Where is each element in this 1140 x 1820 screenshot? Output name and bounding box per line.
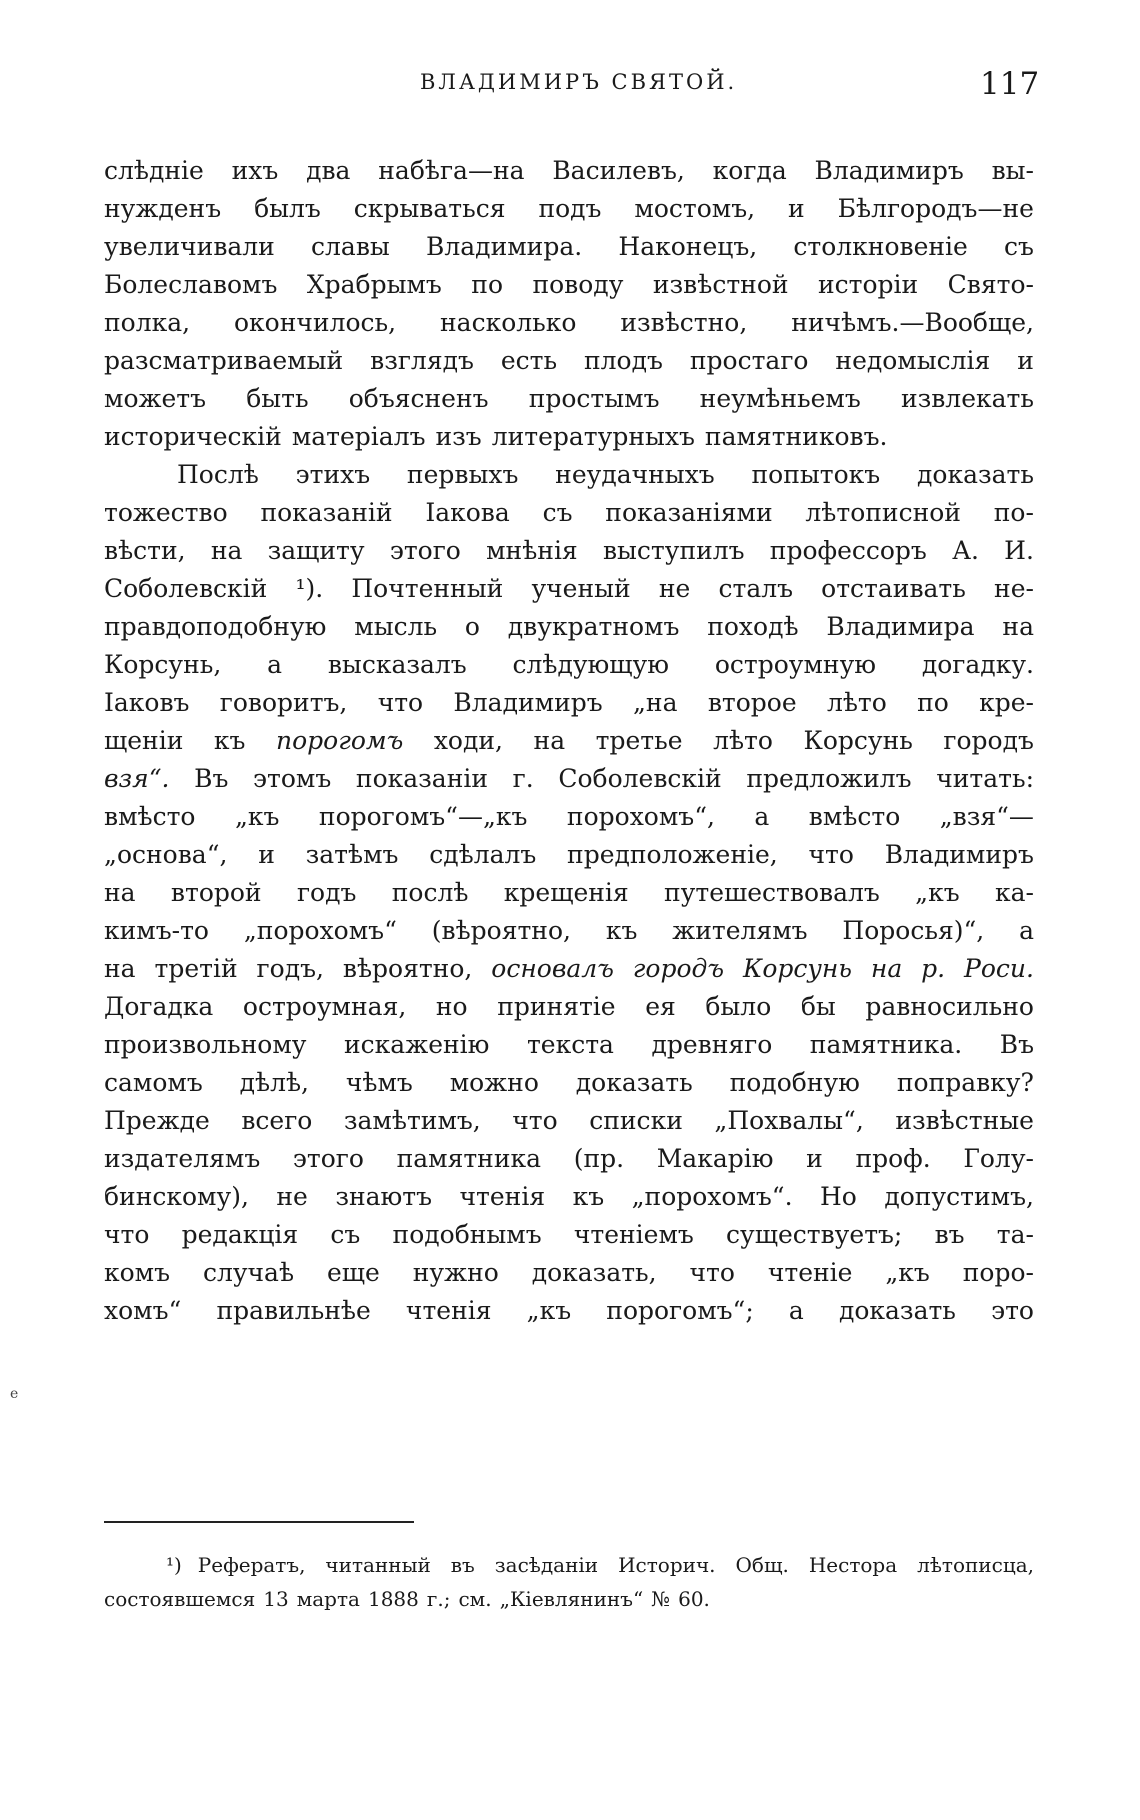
footnote-word: см. bbox=[458, 1587, 492, 1611]
word: полка, bbox=[104, 308, 191, 337]
word: Макарію bbox=[656, 1144, 774, 1173]
word: редакція bbox=[181, 1220, 299, 1249]
word: второй bbox=[170, 878, 262, 907]
word: Корсунь, bbox=[104, 650, 222, 679]
word: походѣ bbox=[707, 612, 799, 641]
word: мнѣнія bbox=[486, 536, 578, 565]
word: но bbox=[435, 992, 468, 1021]
word: сдѣлалъ bbox=[429, 840, 537, 869]
word: Наконецъ, bbox=[618, 232, 758, 261]
word: р. bbox=[921, 954, 946, 983]
word: Свято- bbox=[947, 270, 1034, 299]
text-line bbox=[104, 1102, 1034, 1140]
word: Догадка bbox=[104, 992, 214, 1021]
word: къ bbox=[605, 916, 638, 945]
word: Корсунь bbox=[742, 954, 852, 983]
word: къ bbox=[213, 726, 246, 755]
word: плодъ bbox=[584, 346, 663, 375]
word: на bbox=[104, 954, 136, 983]
word: жителямъ bbox=[672, 916, 808, 945]
word: Владимира bbox=[826, 612, 975, 641]
word: мостомъ, bbox=[634, 194, 756, 223]
word: Владимира. bbox=[426, 232, 583, 261]
word: матеріалъ bbox=[291, 422, 426, 451]
word: Василевъ, bbox=[552, 156, 685, 185]
word: извѣстно, bbox=[620, 308, 748, 337]
word: профессоръ bbox=[769, 536, 927, 565]
word: доказать bbox=[575, 1068, 693, 1097]
footnote-word: 60. bbox=[678, 1587, 710, 1611]
word: чтенія bbox=[405, 1296, 492, 1325]
word: крещенія bbox=[503, 878, 629, 907]
word: чтенія bbox=[459, 1182, 546, 1211]
word: третій bbox=[154, 954, 238, 983]
word: разсматриваемый bbox=[104, 346, 344, 375]
word: можетъ bbox=[104, 384, 207, 413]
word: городъ bbox=[632, 954, 725, 983]
word: Болеславомъ bbox=[104, 270, 278, 299]
word: затѣмъ bbox=[305, 840, 399, 869]
text-line bbox=[104, 646, 1034, 684]
word: остроумную bbox=[714, 650, 877, 679]
footnote-word: марта bbox=[296, 1587, 360, 1611]
word: о bbox=[464, 612, 480, 641]
footnote-word: читанный bbox=[325, 1553, 431, 1577]
word: случаѣ bbox=[202, 1258, 295, 1287]
word: хомъ“ bbox=[104, 1296, 182, 1325]
word: поводу bbox=[532, 270, 624, 299]
word: неудачныхъ bbox=[555, 460, 715, 489]
text-line bbox=[104, 228, 1034, 266]
word: существуетъ; bbox=[726, 1220, 903, 1249]
word: литературныхъ bbox=[491, 422, 695, 451]
word: второе bbox=[707, 688, 797, 717]
word: къ bbox=[572, 1182, 605, 1211]
word: порогомъ“; bbox=[606, 1296, 754, 1325]
word: лѣто bbox=[826, 688, 887, 717]
word: подобную bbox=[729, 1068, 860, 1097]
footnote-line bbox=[104, 1582, 1034, 1616]
word: поро- bbox=[962, 1258, 1034, 1287]
word: слѣдующую bbox=[512, 650, 670, 679]
word: не- bbox=[994, 574, 1034, 603]
word: Соболевскій bbox=[104, 574, 268, 603]
word: лѣто bbox=[713, 726, 773, 755]
word: извѣстной bbox=[652, 270, 789, 299]
word: есть bbox=[500, 346, 558, 375]
word: еще bbox=[326, 1258, 380, 1287]
word: правильнѣе bbox=[216, 1296, 371, 1325]
word: основалъ bbox=[491, 954, 614, 983]
word: когда bbox=[712, 156, 787, 185]
word: на bbox=[210, 536, 243, 565]
word: вѣсти, bbox=[104, 536, 186, 565]
word: предложилъ bbox=[746, 764, 912, 793]
word: съ bbox=[1004, 232, 1034, 261]
word: издателямъ bbox=[104, 1144, 261, 1173]
word: Владимиръ bbox=[453, 688, 603, 717]
word: памятника. bbox=[809, 1030, 963, 1059]
text-line bbox=[104, 1026, 1034, 1064]
word: въ bbox=[934, 1220, 965, 1249]
word: доказать, bbox=[531, 1258, 657, 1287]
word: было bbox=[705, 992, 772, 1021]
margin-mark: e bbox=[10, 1386, 19, 1402]
word: Соболевскій bbox=[558, 764, 722, 793]
word: та- bbox=[996, 1220, 1034, 1249]
text-line bbox=[104, 722, 1034, 760]
text-line bbox=[104, 456, 1034, 494]
word: на bbox=[533, 726, 566, 755]
word: этихъ bbox=[295, 460, 371, 489]
word: столкновеніе bbox=[793, 232, 968, 261]
word: вмѣсто bbox=[104, 802, 196, 831]
word: „къ bbox=[234, 802, 280, 831]
footnote-word: № bbox=[651, 1587, 671, 1611]
word: чѣмъ bbox=[345, 1068, 413, 1097]
text-line bbox=[104, 380, 1034, 418]
word: знаютъ bbox=[335, 1182, 433, 1211]
text-line bbox=[104, 836, 1034, 874]
main-text bbox=[104, 152, 1034, 1330]
word: простаго bbox=[689, 346, 809, 375]
word: Поросья)“, bbox=[842, 916, 985, 945]
word: годъ, bbox=[256, 954, 324, 983]
text-line bbox=[104, 1254, 1034, 1292]
word: историческій bbox=[104, 422, 282, 451]
text-line bbox=[104, 608, 1034, 646]
word: двукратномъ bbox=[507, 612, 680, 641]
text-line bbox=[104, 988, 1034, 1026]
word: говоритъ, bbox=[219, 688, 348, 717]
word: исторіи bbox=[818, 270, 919, 299]
word: вѣроятно, bbox=[342, 954, 473, 983]
text-line bbox=[104, 190, 1034, 228]
word: Голу- bbox=[963, 1144, 1034, 1173]
word: (пр. bbox=[573, 1144, 625, 1173]
word: на bbox=[1002, 612, 1034, 641]
word: защиту bbox=[267, 536, 365, 565]
word: „порохомъ“. bbox=[631, 1182, 793, 1211]
word: „къ bbox=[526, 1296, 572, 1325]
word: чтеніе bbox=[767, 1258, 853, 1287]
word: подъ bbox=[538, 194, 602, 223]
word: и bbox=[258, 840, 275, 869]
word: этого bbox=[389, 536, 461, 565]
text-line bbox=[104, 152, 1034, 190]
word: послѣ bbox=[391, 878, 469, 907]
word: а bbox=[1019, 916, 1034, 945]
word: доказать bbox=[917, 460, 1034, 489]
word: славы bbox=[311, 232, 390, 261]
word: не bbox=[658, 574, 691, 603]
footnote-word: „Кіевлянинъ“ bbox=[499, 1587, 644, 1611]
word: взя“. bbox=[104, 764, 170, 793]
word: окончилось, bbox=[234, 308, 397, 337]
word: быть bbox=[246, 384, 309, 413]
word: что bbox=[377, 688, 424, 717]
word: „взя“— bbox=[939, 802, 1034, 831]
word: Прежде bbox=[104, 1106, 210, 1135]
footnote-marker: ¹) bbox=[166, 1553, 182, 1577]
word: догадку. bbox=[921, 650, 1034, 679]
text-line bbox=[104, 266, 1034, 304]
text-line bbox=[104, 798, 1034, 836]
word: и bbox=[1017, 346, 1034, 375]
word: (вѣроятно, bbox=[431, 916, 571, 945]
text-line bbox=[104, 494, 1034, 532]
word: порогомъ“—„къ bbox=[318, 802, 528, 831]
word: по bbox=[917, 688, 949, 717]
word: памятниковъ. bbox=[704, 422, 888, 451]
word: порохомъ“, bbox=[566, 802, 715, 831]
text-line bbox=[104, 760, 1034, 798]
word: это bbox=[991, 1296, 1034, 1325]
word: по bbox=[471, 270, 504, 299]
word: а bbox=[267, 650, 283, 679]
word: набѣга—на bbox=[378, 156, 525, 185]
word: неумѣньемъ bbox=[699, 384, 861, 413]
word: ученый bbox=[531, 574, 631, 603]
word: что bbox=[104, 1220, 150, 1249]
word: бы bbox=[800, 992, 836, 1021]
word: ходи, bbox=[433, 726, 503, 755]
text-line bbox=[104, 418, 1034, 456]
footnote-word: Общ. bbox=[735, 1553, 789, 1577]
text-line bbox=[104, 684, 1034, 722]
word: Іакова bbox=[425, 498, 510, 527]
word: извлекать bbox=[900, 384, 1034, 413]
word: А. bbox=[952, 536, 979, 565]
word: г. bbox=[512, 764, 534, 793]
word: допустимъ, bbox=[884, 1182, 1034, 1211]
word: насколько bbox=[440, 308, 577, 337]
word: что bbox=[808, 840, 854, 869]
text-line bbox=[104, 1292, 1034, 1330]
text-line bbox=[104, 874, 1034, 912]
word: принятіе bbox=[497, 992, 616, 1021]
word: Владимиръ bbox=[884, 840, 1034, 869]
word: Храбрымъ bbox=[306, 270, 442, 299]
word: слѣдніе bbox=[104, 156, 204, 185]
word: равносильно bbox=[865, 992, 1034, 1021]
word: этомъ bbox=[253, 764, 332, 793]
word: ка- bbox=[994, 878, 1034, 907]
footnote-word: Рефератъ, bbox=[197, 1553, 306, 1577]
word: съ bbox=[542, 498, 573, 527]
word: Корсунь bbox=[803, 726, 913, 755]
running-title: ВЛАДИМИРЪ СВЯТОЙ. bbox=[420, 70, 738, 94]
footnote-word: состоявшемся bbox=[104, 1587, 256, 1611]
word: проф. bbox=[855, 1144, 931, 1173]
word: не bbox=[276, 1182, 308, 1211]
word: списки bbox=[589, 1106, 683, 1135]
text-line bbox=[104, 1178, 1034, 1216]
word: путешествовалъ bbox=[664, 878, 880, 907]
text-line bbox=[104, 532, 1034, 570]
word: нужно bbox=[412, 1258, 499, 1287]
word: дѣлѣ, bbox=[239, 1068, 309, 1097]
word: Послѣ bbox=[177, 460, 259, 489]
text-line bbox=[104, 1140, 1034, 1178]
word: и bbox=[806, 1144, 823, 1173]
word: всего bbox=[241, 1106, 313, 1135]
word: лѣтописной bbox=[805, 498, 961, 527]
footnote-word: лѣтописца, bbox=[917, 1553, 1034, 1577]
word: можно bbox=[449, 1068, 539, 1097]
word: показаніями bbox=[605, 498, 773, 527]
word: показаній bbox=[260, 498, 393, 527]
word: отстаивать bbox=[821, 574, 966, 603]
word: изъ bbox=[435, 422, 482, 451]
word: древняго bbox=[651, 1030, 773, 1059]
word: Бѣлгородъ—не bbox=[837, 194, 1034, 223]
word: „порохомъ“ bbox=[243, 916, 397, 945]
word: увеличивали bbox=[104, 232, 275, 261]
word: нужденъ bbox=[104, 194, 222, 223]
footnote-word: г.; bbox=[426, 1587, 451, 1611]
word: простымъ bbox=[528, 384, 660, 413]
word: чтеніемъ bbox=[573, 1220, 694, 1249]
word: скрываться bbox=[353, 194, 506, 223]
word: недомыслія bbox=[835, 346, 991, 375]
word: Владимиръ bbox=[814, 156, 964, 185]
word: бинскому), bbox=[104, 1182, 249, 1211]
word: выступилъ bbox=[602, 536, 745, 565]
word: Но bbox=[820, 1182, 857, 1211]
word: читать: bbox=[936, 764, 1034, 793]
word: текста bbox=[526, 1030, 614, 1059]
word: кре- bbox=[979, 688, 1034, 717]
word: поправку? bbox=[896, 1068, 1034, 1097]
word: и bbox=[788, 194, 805, 223]
footnote-word: въ bbox=[450, 1553, 475, 1577]
word: а bbox=[754, 802, 770, 831]
word: ихъ bbox=[231, 156, 279, 185]
word: правдоподобную bbox=[104, 612, 327, 641]
word: Въ bbox=[999, 1030, 1034, 1059]
word: первыхъ bbox=[406, 460, 519, 489]
footnote-divider bbox=[104, 1521, 414, 1523]
word: вмѣсто bbox=[808, 802, 901, 831]
word: самомъ bbox=[104, 1068, 203, 1097]
word: предположеніе, bbox=[567, 840, 778, 869]
word: сталъ bbox=[718, 574, 794, 603]
word: объясненъ bbox=[348, 384, 489, 413]
word: „Похвалы“, bbox=[714, 1106, 864, 1135]
word: что bbox=[512, 1106, 558, 1135]
footnote-word: Нестора bbox=[808, 1553, 898, 1577]
footnote-word: 13 bbox=[263, 1587, 289, 1611]
word: Почтенный bbox=[351, 574, 504, 603]
footnote-line bbox=[104, 1548, 1034, 1582]
word: съ bbox=[330, 1220, 361, 1249]
word: показаніи bbox=[355, 764, 489, 793]
word: подобнымъ bbox=[392, 1220, 542, 1249]
word: щеніи bbox=[104, 726, 184, 755]
word: кимъ-то bbox=[104, 916, 209, 945]
word: Іаковъ bbox=[104, 688, 190, 717]
word: извѣстные bbox=[895, 1106, 1034, 1135]
word: а bbox=[788, 1296, 804, 1325]
word: по- bbox=[993, 498, 1034, 527]
word: замѣтимъ, bbox=[343, 1106, 481, 1135]
word: „на bbox=[632, 688, 678, 717]
word: И. bbox=[1004, 536, 1034, 565]
text-line bbox=[104, 950, 1034, 988]
word: что bbox=[689, 1258, 735, 1287]
text-line bbox=[104, 1216, 1034, 1254]
word: тожество bbox=[104, 498, 228, 527]
text-line bbox=[104, 912, 1034, 950]
word: третье bbox=[595, 726, 683, 755]
word: попытокъ bbox=[751, 460, 881, 489]
word: ¹). bbox=[295, 574, 324, 603]
word: доказать bbox=[838, 1296, 956, 1325]
word: взглядъ bbox=[370, 346, 474, 375]
text-line bbox=[104, 1064, 1034, 1102]
word: ея bbox=[645, 992, 676, 1021]
word: годъ bbox=[296, 878, 357, 907]
text-line bbox=[104, 304, 1034, 342]
word: памятника bbox=[396, 1144, 542, 1173]
word: остроумная, bbox=[242, 992, 407, 1021]
word: мысль bbox=[354, 612, 438, 641]
word: „къ bbox=[885, 1258, 930, 1287]
word: искаженію bbox=[344, 1030, 490, 1059]
page-number: 117 bbox=[980, 66, 1040, 102]
footnote-word: засѣданіи bbox=[494, 1553, 599, 1577]
word: высказалъ bbox=[327, 650, 467, 679]
footnote bbox=[104, 1548, 1034, 1616]
word: ничѣмъ.—Вообще, bbox=[791, 308, 1034, 337]
word: на bbox=[104, 878, 136, 907]
word: вы- bbox=[991, 156, 1034, 185]
word: былъ bbox=[254, 194, 321, 223]
text-line bbox=[104, 570, 1034, 608]
word: „основа“, bbox=[104, 840, 228, 869]
word: „къ bbox=[915, 878, 960, 907]
word: Въ bbox=[194, 764, 229, 793]
word: на bbox=[870, 954, 903, 983]
footnote-word: 1888 bbox=[367, 1587, 419, 1611]
word: городъ bbox=[943, 726, 1034, 755]
word: этого bbox=[292, 1144, 364, 1173]
text-line bbox=[104, 342, 1034, 380]
word: произвольному bbox=[104, 1030, 307, 1059]
word: Роси. bbox=[964, 954, 1034, 983]
word: два bbox=[306, 156, 351, 185]
footnote-word: Историч. bbox=[618, 1553, 716, 1577]
word: комъ bbox=[104, 1258, 171, 1287]
word: порогомъ bbox=[275, 726, 404, 755]
